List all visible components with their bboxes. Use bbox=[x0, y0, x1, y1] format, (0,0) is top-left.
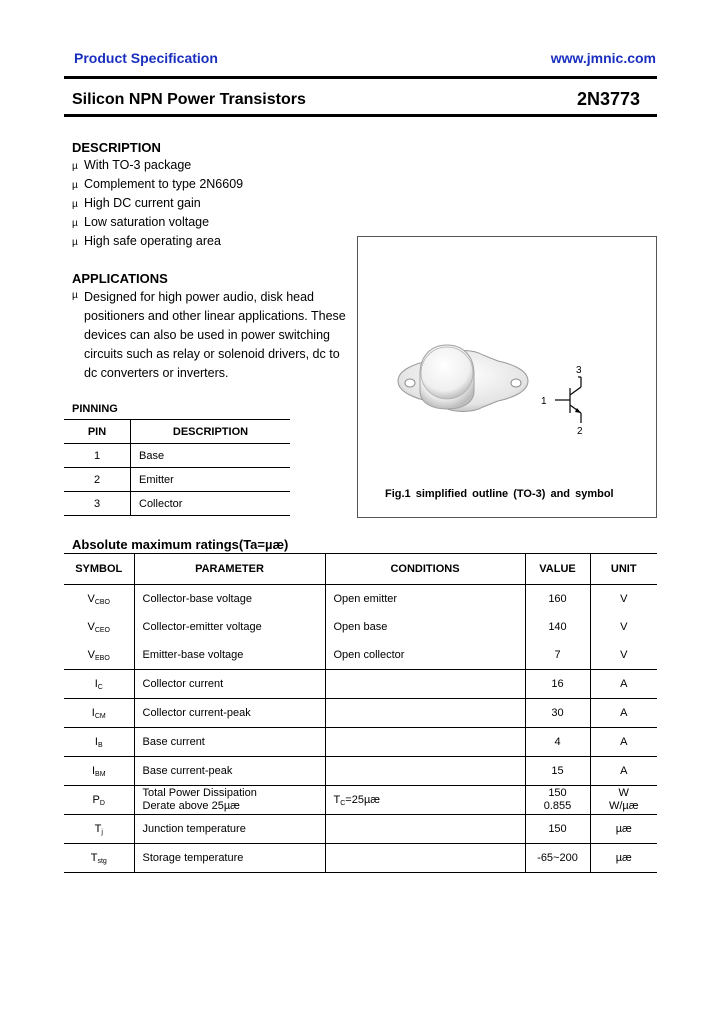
bullet-icon: µ bbox=[72, 199, 78, 210]
title-rule bbox=[64, 114, 657, 117]
description-list bbox=[72, 156, 243, 251]
conditions-cell: $T_C=25\mu æ$ bbox=[325, 786, 525, 815]
column-header: CONDITIONS bbox=[325, 554, 525, 585]
column-header: VALUE bbox=[525, 554, 590, 585]
conditions-cell bbox=[325, 815, 525, 844]
table-row bbox=[64, 728, 657, 757]
table-row bbox=[64, 641, 657, 670]
pin-label-3: 3 bbox=[576, 365, 582, 376]
conditions-cell: Open base bbox=[325, 613, 525, 641]
value-cell: 150 bbox=[525, 815, 590, 844]
column-header: SYMBOL bbox=[64, 554, 134, 585]
conditions-cell bbox=[325, 670, 525, 699]
pin-description: Emitter bbox=[131, 468, 291, 492]
column-header: PIN bbox=[64, 420, 131, 444]
list-item: µ Low saturation voltage bbox=[72, 213, 243, 232]
bullet-icon: µ bbox=[72, 161, 78, 172]
table-row bbox=[64, 844, 657, 873]
parameter-cell: Base current-peak bbox=[134, 757, 325, 786]
product-line-title: Silicon NPN Power Transistors bbox=[72, 91, 306, 108]
description-heading: DESCRIPTION bbox=[72, 140, 161, 155]
parameter-cell: Collector-emitter voltage bbox=[134, 613, 325, 641]
unit-cell: V bbox=[620, 621, 628, 633]
table-row bbox=[64, 815, 657, 844]
ratings-table bbox=[64, 553, 657, 873]
pin-number: 1 bbox=[64, 444, 131, 468]
table-row bbox=[64, 585, 657, 614]
symbol-cell: $I_{CM}$ bbox=[64, 699, 134, 728]
applications-text: Designed for high power audio, disk head positioners and other linear applications. These devices can also be used in power switching circuits such as relay or solenoid drivers, dc to dc converters or inverters. bbox=[84, 290, 346, 380]
conditions-cell bbox=[325, 757, 525, 786]
pin-label-1: 1 bbox=[541, 396, 547, 407]
symbol-cell: $V_{EBO}$ bbox=[64, 641, 134, 670]
unit-cell: A bbox=[590, 728, 657, 757]
column-header: UNIT bbox=[590, 554, 657, 585]
symbol-cell: $P_D$ bbox=[64, 786, 134, 815]
pin-label-2: 2 bbox=[577, 426, 583, 437]
value-cell: 150 0.855 bbox=[525, 786, 590, 815]
parameter-cell: Collector current bbox=[134, 670, 325, 699]
bullet-icon: µ bbox=[72, 290, 78, 301]
header-rule bbox=[64, 76, 657, 79]
list-item: µ Complement to type 2N6609 bbox=[72, 175, 243, 194]
figure-svg bbox=[358, 237, 656, 517]
table-row bbox=[64, 444, 290, 468]
column-header: PARAMETER bbox=[134, 554, 325, 585]
conditions-cell: Open emitter bbox=[325, 585, 525, 614]
symbol-cell: $V_{CEO}$ bbox=[64, 613, 134, 641]
table-row bbox=[64, 757, 657, 786]
list-item: µ High DC current gain bbox=[72, 194, 243, 213]
ratings-title: Absolute maximum ratings(Ta=µæ) bbox=[72, 537, 289, 552]
conditions-cell bbox=[325, 844, 525, 873]
unit-cell: µæ bbox=[590, 844, 657, 873]
symbol-cell: $T_j$ bbox=[64, 815, 134, 844]
parameter-cell: Base current bbox=[134, 728, 325, 757]
unit-cell: W W/µæ bbox=[590, 786, 657, 815]
column-header: DESCRIPTION bbox=[131, 420, 291, 444]
symbol-cell: $I_{BM}$ bbox=[64, 757, 134, 786]
parameter-cell: Emitter-base voltage bbox=[134, 641, 325, 670]
list-item: µ With TO-3 package bbox=[72, 156, 243, 175]
applications-heading: APPLICATIONS bbox=[72, 271, 168, 286]
bullet-icon: µ bbox=[72, 237, 78, 248]
pinning-title: PINNING bbox=[72, 403, 118, 415]
table-header-row bbox=[64, 554, 657, 585]
value-cell: 140 bbox=[525, 613, 590, 641]
parameter-cell: Collector current-peak bbox=[134, 699, 325, 728]
to3-package-icon bbox=[398, 345, 528, 412]
figure-caption: Fig.1 simplified outline (TO-3) and symbol bbox=[385, 488, 614, 500]
symbol-cell: $V_{CBO}$ bbox=[64, 585, 134, 614]
unit-cell: A bbox=[590, 670, 657, 699]
pin-description: Base bbox=[131, 444, 291, 468]
table-row bbox=[64, 613, 657, 641]
header-website[interactable]: www.jmnic.com bbox=[550, 50, 656, 66]
value-cell: 4 bbox=[525, 728, 590, 757]
pinning-table bbox=[64, 419, 290, 516]
header-left: Product Specification bbox=[74, 50, 218, 66]
conditions-cell bbox=[325, 699, 525, 728]
npn-transistor-symbol-icon bbox=[555, 377, 581, 423]
parameter-cell: Junction temperature bbox=[134, 815, 325, 844]
value-cell: 15 bbox=[525, 757, 590, 786]
unit-cell: A bbox=[590, 757, 657, 786]
parameter-cell: Storage temperature bbox=[134, 844, 325, 873]
table-row bbox=[64, 699, 657, 728]
value-cell: -65~200 bbox=[525, 844, 590, 873]
list-item: µ High safe operating area bbox=[72, 232, 243, 251]
figure-box bbox=[357, 236, 657, 518]
conditions-cell: Open collector bbox=[325, 641, 525, 670]
bullet-icon: µ bbox=[72, 218, 78, 229]
pin-number: 2 bbox=[64, 468, 131, 492]
table-row bbox=[64, 670, 657, 699]
unit-cell: A bbox=[590, 699, 657, 728]
table-header-row bbox=[64, 420, 290, 444]
symbol-cell: $T_{stg}$ bbox=[64, 844, 134, 873]
value-cell: 160 bbox=[525, 585, 590, 614]
table-row bbox=[64, 492, 290, 516]
symbol-cell: $I_B$ bbox=[64, 728, 134, 757]
table-row bbox=[64, 468, 290, 492]
value-cell: 7 bbox=[525, 641, 590, 670]
unit-cell: V bbox=[620, 593, 628, 605]
symbol-cell: $I_C$ bbox=[64, 670, 134, 699]
bullet-icon: µ bbox=[72, 180, 78, 191]
parameter-cell: Collector-base voltage bbox=[134, 585, 325, 614]
value-cell: 16 bbox=[525, 670, 590, 699]
table-row bbox=[64, 786, 657, 815]
value-cell: 30 bbox=[525, 699, 590, 728]
unit-cell: V bbox=[590, 641, 657, 670]
conditions-cell bbox=[325, 728, 525, 757]
pin-number: 3 bbox=[64, 492, 131, 516]
part-number: 2N3773 bbox=[576, 89, 640, 109]
unit-cell: µæ bbox=[590, 815, 657, 844]
pin-description: Collector bbox=[131, 492, 291, 516]
parameter-cell: Total Power Dissipation Derate above 25µæ bbox=[134, 786, 325, 815]
